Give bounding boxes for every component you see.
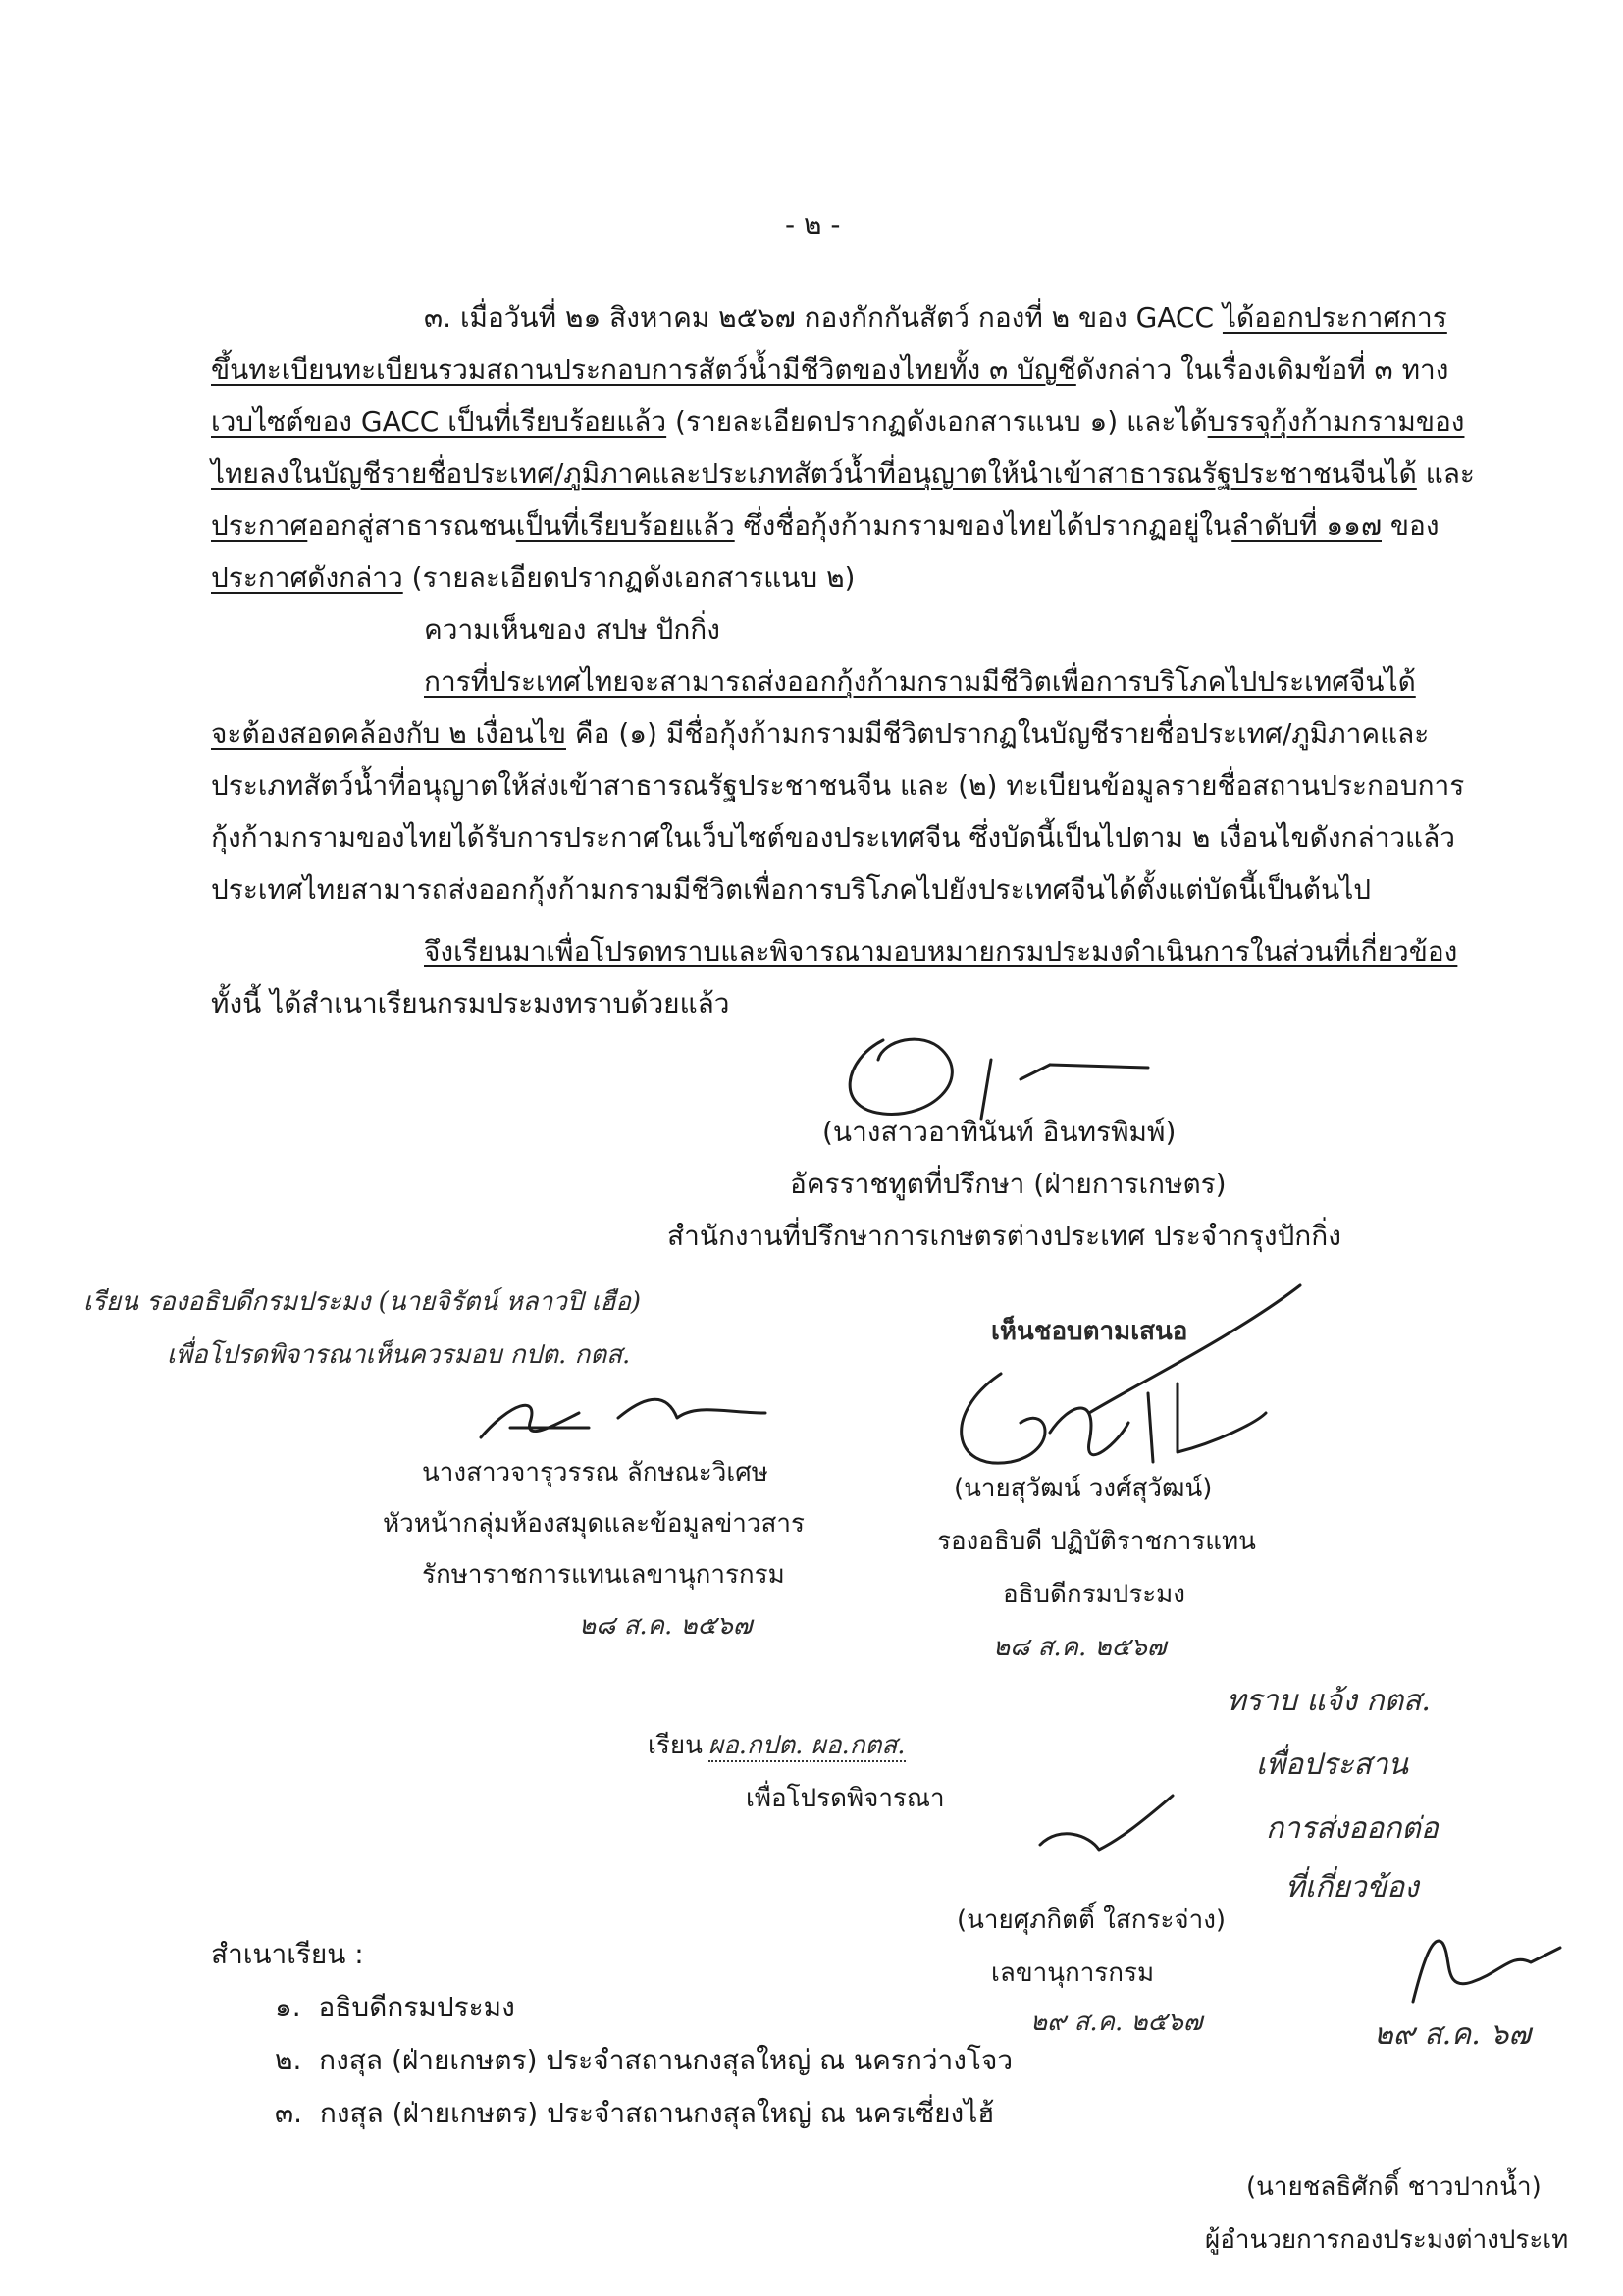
body-line: ทั้งนี้ ได้สำเนาเรียนกรมประมงทราบด้วยแล้ว (211, 987, 730, 1019)
cc-item-text: อธิบดีกรมประมง (318, 1991, 515, 2023)
note-line1: ทราบ แจ้ง กตส. (1227, 1684, 1431, 1718)
body-line (211, 717, 1430, 750)
body-line (424, 301, 1447, 334)
minute-left-date: ๒๘ ส.ค. ๒๕๖๗ (579, 1611, 753, 1641)
body-line: ประเทศไทยสามารถส่งออกกุ้งก้ามกรามมีชีวิตเพื่อการบริโภคไปยังประเทศจีนได้ตั้งแต่บัดนี้เป็นต้นไป (211, 873, 1372, 906)
underlined-text: ไทยลงในบัญชีรายชื่อประเทศ/ภูมิภาคและประเภทสัตว์น้ำที่อนุญาตให้นำเข้าสาธารณรัฐประชาชนจีนได้ (211, 457, 1417, 490)
note-sign-date: ๒๙ ส.ค. ๖๗ (1374, 2017, 1531, 2052)
signatory-name: (นางสาวอาทินันท์ อินทรพิมพ์) (822, 1116, 1177, 1148)
note-line4: ที่เกี่ยวข้อง (1285, 1870, 1419, 1905)
director-title: ผู้อำนวยการกองประมงต่างประเท (1205, 2225, 1569, 2255)
cc-item (275, 2044, 1014, 2076)
cc-item-number: ๒. (275, 2044, 302, 2076)
secretary-date: ๒๙ ส.ค. ๒๕๖๗ (1030, 2008, 1203, 2037)
minute-left-name: นางสาวจารุวรรณ ลักษณะวิเศษ (422, 1458, 768, 1487)
text-run: และ (1416, 457, 1475, 490)
approval-stamp: เห็นชอบตามเสนอ (991, 1317, 1188, 1346)
opinion-heading: ความเห็นของ สปษ ปักกิ่ง (424, 613, 720, 646)
body-line (211, 353, 1449, 386)
cc-item (275, 2097, 995, 2129)
text-run: ออกสู่สาธารณชน (307, 509, 516, 542)
cc-item-number: ๑. (275, 1991, 301, 2023)
note-line3: การส่งออกต่อ (1266, 1811, 1439, 1846)
deputy-name: (นายสุวัฒน์ วงศ์สุวัฒน์) (954, 1474, 1213, 1503)
minute-center-line2: เพื่อโปรดพิจารณา (746, 1784, 945, 1813)
cc-item-text: กงสุล (ฝ่ายเกษตร) ประจำสถานกงสุลใหญ่ ณ นครเซี่ยงไฮ้ (319, 2097, 995, 2129)
note-line2: เพื่อประสาน (1256, 1748, 1408, 1782)
text-run: ๓. เมื่อวันที่ ๒๑ สิงหาคม ๒๕๖๗ กองกักกันสัตว์ กองที่ ๒ ของ GACC (424, 301, 1223, 334)
director-signature (1393, 1923, 1590, 2011)
body-line: ประเภทสัตว์น้ำที่อนุญาตให้ส่งเข้าสาธารณรัฐประชาชนจีน และ (๒) ทะเบียนข้อมูลรายชื่อสถานประกอบการ (211, 769, 1465, 802)
underlined-text: ขึ้นทะเบียนทะเบียนรวมสถานประกอบการสัตว์น้ำมีชีวิตของไทยทั้ง ๓ บัญชี (211, 353, 1076, 386)
text-run: ดังกล่าว ในเรื่องเดิมข้อที่ ๓ ทาง (1075, 353, 1449, 386)
body-line (424, 665, 1416, 698)
body-line (211, 405, 1465, 438)
cc-item-text: กงสุล (ฝ่ายเกษตร) ประจำสถานกงสุลใหญ่ ณ นครกว่างโจว (319, 2044, 1014, 2076)
underlined-text: ได้ออกประกาศการ (1222, 301, 1447, 334)
page-number: - ๒ - (785, 208, 841, 240)
director-name: (นายชลธิศักดิ์ ชาวปากน้ำ) (1246, 2172, 1542, 2202)
secretary-name: (นายศุภกิตติ์ ใสกระจ่าง) (957, 1905, 1227, 1935)
underlined-text: บรรจุกุ้งก้ามกรามของ (1207, 405, 1465, 438)
underlined-text: ประกาศ (211, 509, 308, 542)
body-line (211, 509, 1440, 542)
cc-item-number: ๓. (275, 2097, 303, 2129)
body-line (211, 561, 856, 594)
underlined-text: จึงเรียนมาเพื่อโปรดทราบและพิจารณามอบหมายกรมประมงดำเนินการในส่วนที่เกี่ยวข้อง (424, 935, 1458, 967)
signatory-title: อัครราชทูตที่ปรึกษา (ฝ่ายการเกษตร) (790, 1168, 1227, 1200)
deputy-date: ๒๘ ส.ค. ๒๕๖๗ (993, 1633, 1167, 1662)
text-run: เรียน (648, 1731, 703, 1760)
underlined-text: เวบไซต์ของ GACC เป็นที่เรียบร้อยแล้ว (211, 405, 667, 438)
minute-center-line1 (648, 1725, 906, 1765)
underlined-text: เป็นที่เรียบร้อยแล้ว (515, 509, 735, 542)
minute-left-title2: รักษาราชการแทนเลขานุการกรม (422, 1560, 785, 1590)
deputy-title1: รองอธิบดี ปฏิบัติราชการแทน (937, 1527, 1256, 1556)
text-run: (รายละเอียดปรากฏดังเอกสารแนบ ๑) และได้ (666, 405, 1208, 438)
handwritten-text: ผอ.กปต. ผอ.กตส. (707, 1731, 906, 1760)
cc-item (275, 1991, 515, 2023)
underlined-text: การที่ประเทศไทยจะสามารถส่งออกกุ้งก้ามกรามมีชีวิตเพื่อการบริโภคไปประเทศจีนได้ (424, 665, 1416, 698)
ambassador-signature (824, 1020, 1178, 1128)
cc-heading: สำเนาเรียน : (211, 1938, 364, 1970)
body-line (211, 457, 1475, 490)
underlined-text: จะต้องสอดคล้องกับ ๒ เงื่อนไข (211, 717, 566, 750)
minute-left-signature (471, 1383, 795, 1452)
minute-left-line2: เพื่อโปรดพิจารณาเห็นควรมอบ กปต. กตส. (167, 1340, 631, 1370)
secretary-title: เลขานุการกรม (991, 1958, 1155, 1988)
deputy-title2: อธิบดีกรมประมง (1003, 1580, 1185, 1609)
text-run: คือ (๑) มีชื่อกุ้งก้ามกรามมีชีวิตปรากฏในบัญชีรายชื่อประเทศ/ภูมิภาคและ (566, 717, 1430, 750)
secretary-signature (1030, 1786, 1187, 1864)
underlined-text: ลำดับที่ ๑๑๗ (1231, 509, 1382, 542)
text-run: ของ (1382, 509, 1440, 542)
minute-left-title1: หัวหน้ากลุ่มห้องสมุดและข้อมูลข่าวสาร (383, 1509, 805, 1539)
signatory-office: สำนักงานที่ปรึกษาการเกษตรต่างประเทศ ประจำกรุงปักกิ่ง (667, 1220, 1341, 1252)
body-line: กุ้งก้ามกรามของไทยได้รับการประกาศในเว็บไซต์ของประเทศจีน ซึ่งบัดนี้เป็นไปตาม ๒ เงื่อนไขดังกล่าวแล้ว (211, 821, 1455, 854)
minute-left-line1: เรียน รองอธิบดีกรมประมง (นายจิรัตน์ หลาวปิ เฮือ) (83, 1287, 642, 1317)
text-run: (รายละเอียดปรากฏดังเอกสารแนบ ๒) (402, 561, 856, 594)
underlined-text: ประกาศดังกล่าว (211, 561, 403, 594)
text-run: ซึ่งชื่อกุ้งก้ามกรามของไทยได้ปรากฏอยู่ใน (734, 509, 1232, 542)
body-line (424, 935, 1458, 967)
